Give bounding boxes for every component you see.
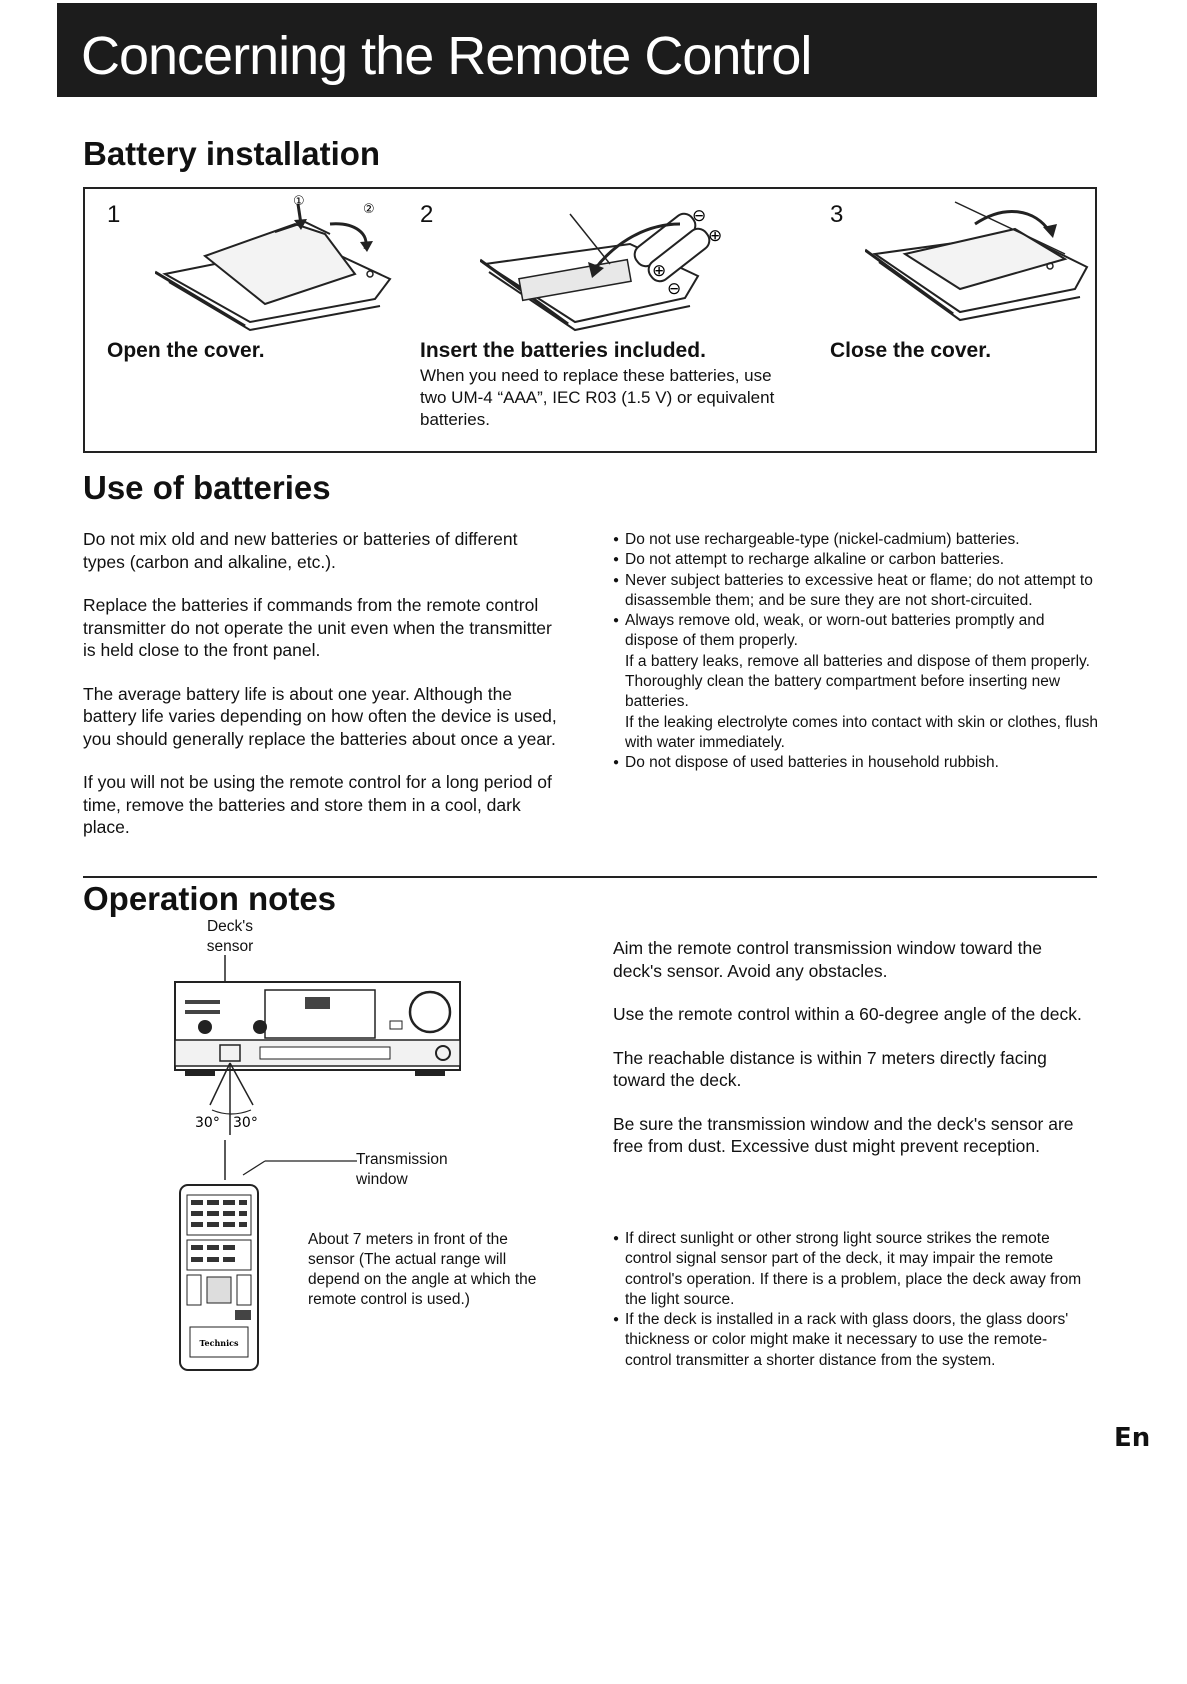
battery-caution-leak: If a battery leaks, remove all batteries and dispose of them properly. Thoroughly clean the battery compartment before inserting new batteries. bbox=[625, 652, 1090, 711]
operation-paragraphs bbox=[613, 937, 1083, 1179]
step-1-title: Open the cover. bbox=[107, 339, 265, 362]
battery-caution-list bbox=[613, 530, 1098, 774]
battery-paragraph-4: If you will not be using the remote control for a long period of time, remove the batteries and store them in a cool, dark place. bbox=[83, 772, 552, 837]
step-1-marker-2: ② bbox=[363, 202, 375, 217]
deck-sensor-label: Deck's sensor bbox=[206, 918, 254, 955]
battery-caution-electrolyte: If the leaking electrolyte comes into contact with skin or clothes, flush with water immediately. bbox=[625, 713, 1098, 751]
operation-caution-2: ● If the deck is installed in a rack with glass doors, the glass doors' thickness or color might make it necessary to use the remote-control transmitter a shorter distance from the system. bbox=[613, 1310, 1093, 1371]
transmission-window-label: Transmission window bbox=[356, 1151, 448, 1188]
remote-brand-logo: Technics bbox=[199, 1338, 239, 1348]
step-2-title: Insert the batteries included. bbox=[420, 339, 706, 362]
step-3-title: Close the cover. bbox=[830, 339, 992, 362]
operation-paragraph-4: Be sure the transmission window and the deck's sensor are free from dust. Excessive dust might prevent reception. bbox=[613, 1113, 1074, 1156]
step-1-number: 1 bbox=[107, 201, 121, 228]
battery-paragraph-2: Replace the batteries if commands from the remote control transmitter do not operate the unit even when the transmitter is held close to the front panel. bbox=[83, 595, 552, 660]
operation-paragraph-1: Aim the remote control transmission window toward the deck's sensor. Avoid any obstacles. bbox=[613, 938, 1042, 981]
step-1-marker-1: ① bbox=[293, 194, 305, 209]
page-language-mark: En bbox=[1114, 1423, 1151, 1453]
battery-installation-heading: Battery installation bbox=[83, 135, 381, 172]
step-2-note: When you need to replace these batteries, use two UM-4 “AAA”, IEC R03 (1.5 V) or equivalent batteries. bbox=[420, 366, 775, 429]
polarity-3: ⊕ bbox=[652, 261, 667, 281]
battery-caution-3: ● Never subject batteries to excessive heat or flame; do not attempt to disassemble them; and be sure they are not short-circuited. bbox=[613, 571, 1098, 612]
use-of-batteries-heading: Use of batteries bbox=[83, 469, 331, 506]
battery-paragraph-3: The average battery life is about one year. Although the battery life varies depending on how often the device is used, you should generally replace the batteries about once a year. bbox=[83, 683, 557, 749]
operation-paragraph-2: Use the remote control within a 60-degree angle of the deck. bbox=[613, 1004, 1082, 1024]
battery-usage-paragraphs bbox=[83, 528, 563, 860]
distance-label: About 7 meters in front of the sensor (The actual range will depend on the angle at which the remote control is used.) bbox=[308, 1231, 537, 1308]
section-divider bbox=[83, 876, 1097, 878]
battery-caution-4: ● Always remove old, weak, or worn-out batteries promptly and dispose of them properly. bbox=[613, 611, 1098, 652]
battery-caution-7: ● Do not dispose of used batteries in household rubbish. bbox=[613, 753, 1098, 773]
operation-caution-1: ● If direct sunlight or other strong light source strikes the remote control signal sensor part of the deck, it may impair the remote control's operation. If there is a problem, place the deck away from the light source. bbox=[613, 1229, 1093, 1310]
operation-paragraph-3: The reachable distance is within 7 meters directly facing toward the deck. bbox=[613, 1047, 1047, 1090]
battery-paragraph-1: Do not mix old and new batteries or batteries of different types (carbon and alkaline, etc.). bbox=[83, 529, 518, 572]
step-3-number: 3 bbox=[830, 201, 844, 228]
operation-caution-list bbox=[613, 1229, 1093, 1371]
insert-batteries-illustration bbox=[480, 194, 740, 334]
polarity-2: ⊕ bbox=[708, 226, 723, 246]
battery-steps-box bbox=[83, 187, 1097, 453]
battery-caution-1: ● Do not use rechargeable-type (nickel-cadmium) batteries. bbox=[613, 530, 1098, 550]
step-2-number: 2 bbox=[420, 201, 434, 228]
battery-caution-2: ● Do not attempt to recharge alkaline or carbon batteries. bbox=[613, 550, 1098, 570]
angle-left-label: 30° bbox=[195, 1115, 220, 1131]
title-banner bbox=[57, 3, 1097, 97]
polarity-1: ⊖ bbox=[692, 206, 707, 226]
page-title: Concerning the Remote Control bbox=[81, 26, 812, 86]
open-cover-illustration bbox=[155, 194, 435, 334]
operation-notes-heading: Operation notes bbox=[83, 880, 337, 917]
polarity-4: ⊖ bbox=[667, 279, 682, 299]
angle-right-label: 30° bbox=[233, 1115, 258, 1131]
close-cover-illustration bbox=[865, 194, 1095, 334]
